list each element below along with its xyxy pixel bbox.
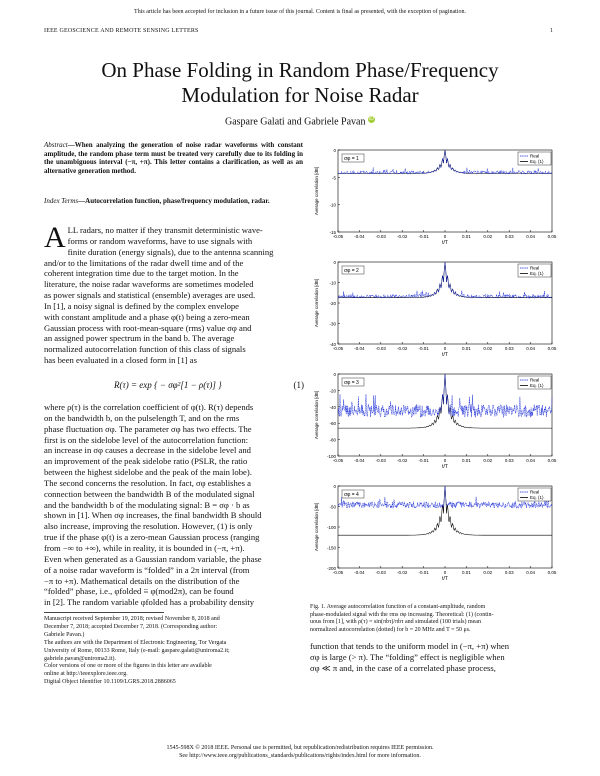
y-tick-label: 0 [333,484,336,489]
x-tick-label: 0.01 [462,570,471,575]
text-line: phase fluctuation σφ. The parameter σφ has two effects. The [44,423,252,434]
x-tick-label: -0.01 [418,346,429,351]
panel-label: σφ = 3 [344,380,359,386]
text-line: has been evaluated in a closed form in [1] as [44,355,197,366]
text-line: of a noise radar waveform is “folded” in a 2π interval (from [44,564,250,575]
intro-paragraph [44,221,304,366]
copyright-line: 1545-598X © 2018 IEEE. Personal use is permitted, but republication/redistribution requires IEEE permission. [166,745,434,751]
equation-number: (1) [293,380,304,390]
x-tick-label: 0.04 [526,234,535,239]
x-tick-label: -0.03 [375,570,386,575]
y-tick-label: 0 [333,372,336,377]
text-line: finite duration (energy signals), due to the antenna scanning [67,246,274,257]
x-tick-label: 0.03 [504,458,514,463]
x-tick-label: -0.04 [354,458,365,463]
y-tick-label: -100 [326,454,336,459]
x-tick-label: -0.05 [332,234,344,239]
legend-eq1-label: Eq. (1) [530,271,544,276]
x-tick-label: 0.04 [526,346,535,351]
right-column-text [310,641,560,674]
x-tick-label: -0.05 [332,346,344,351]
y-tick-label: -150 [326,545,336,551]
y-tick-label: -10 [329,280,336,286]
footnote-line: Color versions of one or more of the figures in this letter are available [44,663,212,670]
x-axis-label: t/T [442,352,448,358]
panel-label: σφ = 4 [344,492,359,498]
x-tick-label: 0.05 [547,234,557,239]
text-line: an assigned power spectrum in the band b. The average [44,333,235,344]
panel-label: σφ = 1 [344,156,359,162]
y-axis-label: Average correlation [dB] [314,166,319,216]
abstract: Abstract—When analyzing the generation of noise radar waveforms with constant amplitude, the random phase term must be treated very carefully due to its folding in the unambiguous interval (−π, +π). This letter contains a clarification, as well as an alternative generation method. [44,141,303,175]
index-terms-label: Index Terms [44,197,79,205]
main-paragraph [44,402,304,608]
text-line: as power signals and statistical (ensemble) averages are used. [44,290,256,301]
y-tick-label: -200 [326,566,336,571]
paper-title [40,58,560,108]
author-names: Gaspare Galati and Gabriele Pavan [225,116,366,128]
x-tick-label: -0.01 [418,458,429,463]
text-line: from −∞ to +∞), while in reality, it is bounded in (−π, +π). [44,542,245,553]
text-line: first is on the sidelobe level of the autocorrelation function: [44,434,249,445]
x-tick-label: -0.03 [375,346,386,351]
dropcap: A [44,221,66,254]
y-tick-label: -15 [329,230,336,235]
y-tick-label: -30 [329,321,336,327]
acceptance-notice: This article has been accepted for inclusion in a future issue of this journal. Content is final as presented, with the exception of pagination. [134,9,466,15]
text-line: in [2]. The random variable φfolded has a probability density [44,597,255,608]
x-tick-label: 0.02 [483,346,493,351]
text-line: an improvement of the peak sidelobe ratio (PSLR, the ratio [44,456,248,467]
y-tick-label: -10 [329,202,336,208]
text-line: also increase, improving the resolution. However, (1) is only [44,521,253,532]
text-line: The second concerns the resolution. In fact, σφ establishes a [44,477,251,488]
x-tick-label: 0.04 [526,458,535,463]
footnote-line: The authors are with the Department of Electronic Engineering, Tor Vergata [44,639,227,646]
x-tick-label: 0.05 [547,570,557,575]
text-line: on the bandwidth b, on the pulselength T, and on the rms [44,412,240,423]
y-tick-label: 0 [333,148,336,153]
y-tick-label: -40 [329,404,336,410]
x-tick-label: 0.04 [526,570,535,575]
x-tick-label: -0.03 [375,458,386,463]
x-tick-label: 0.03 [504,570,514,575]
x-tick-label: 0 [443,346,447,351]
index-terms: Index Terms—Autocorrelation function, phase/frequency modulation, radar. [44,197,270,205]
text-line: Even when generated as a Gaussian random variable, the phase [44,553,262,564]
x-tick-label: 0 [443,458,447,463]
x-tick-label: -0.02 [397,346,408,351]
footnote-line: December 7, 2018; accepted December 7, 2018. (Corresponding author: [44,623,218,630]
text-line: forms or random waveforms, have to use signals with [67,235,253,246]
x-tick-label: 0.05 [547,346,557,351]
page-number: 1 [550,28,553,34]
x-axis-label: t/T [442,464,448,470]
legend-eq1-label: Eq. (1) [530,495,544,500]
caption-line: Fig. 1. Average autocorrelation function of a constant-amplitude, random [310,604,486,610]
footnote-line: gabriele.pavan@uniroma2.it). [44,655,116,662]
x-tick-label: -0.04 [354,570,365,575]
text-line: true if the phase φ(t) is a zero-mean Gaussian process (ranging [44,532,260,543]
y-tick-label: -20 [329,301,336,306]
y-tick-label: -20 [329,388,336,394]
x-tick-label: -0.01 [418,570,429,575]
text-line: In [1], a noisy signal is defined by the complex envelope [44,300,239,311]
x-tick-label: -0.05 [332,458,344,463]
x-tick-label: -0.04 [354,346,365,351]
text-line: function that tends to the uniform model in (−π, +π) when [310,641,510,651]
text-line: Gaussian process with root-mean-square (rms) value σφ and [44,322,252,333]
x-tick-label: 0.02 [483,234,493,239]
figure-1-plots [308,140,558,590]
text-line: LL radars, no matter if they transmit deterministic wave- [67,225,263,235]
footnote-line: Gabriele Pavan.) [44,631,85,638]
x-tick-label: 0.01 [462,458,471,463]
equation-1 [44,380,304,394]
y-tick-label: -60 [329,421,336,427]
figure-caption [310,604,560,635]
text-line: between the highest sidelobe and the peak of the main lobe). [44,467,252,478]
caption-line: phase-modulated signal with the rms σφ increasing. Theoretical: (1) (contin- [310,611,494,618]
title-line-1: On Phase Folding in Random Phase/Frequency [101,58,499,82]
x-axis-label: t/T [442,240,448,246]
text-line: literature, the noise radar waveforms are sometimes modeled [44,279,254,290]
footnote-line: Digital Object Identifier 10.1109/LGRS.2018.2886065 [44,679,176,686]
x-tick-label: -0.02 [397,570,408,575]
y-tick-label: -40 [329,342,336,347]
text-line: shown in [1]. When σφ increases, the final bandwidth B should [44,510,262,521]
x-tick-label: 0.02 [483,458,493,463]
text-line: normalized autocorrelation function of this class of signals [44,344,246,355]
x-tick-label: 0.01 [462,234,471,239]
text-line: σφ is large (> π). The “folding” effect is negligible when [310,651,505,662]
text-line: coherent integration time due to the target motion. In the [44,268,239,279]
abstract-label: Abstract [44,141,68,149]
legend-eq1-label: Eq. (1) [530,159,544,164]
legend-real-label: Real [530,489,540,495]
panel-label: σφ = 2 [344,268,359,274]
x-tick-label: -0.03 [375,234,386,239]
legend-real-label: Real [530,153,540,159]
title-line-2: Modulation for Noise Radar [181,83,419,107]
x-tick-label: -0.01 [418,234,429,239]
y-tick-label: -50 [329,504,336,510]
footnote-line: online at http://ieeexplore.ieee.org. [44,671,128,678]
journal-name: IEEE GEOSCIENCE AND REMOTE SENSING LETTERS [44,28,199,34]
text-line: σφ ≪ π and, in the case of a correlated phase process, [310,662,496,673]
y-axis-label: Average correlation [dB] [314,278,319,328]
x-tick-label: 0.03 [504,234,514,239]
x-tick-label: -0.05 [332,570,344,575]
y-tick-label: -5 [331,175,336,181]
intro-lines [44,221,304,366]
text-line: connection between the bandwidth B of the modulated signal [44,488,255,499]
legend-eq1-label: Eq. (1) [530,383,544,388]
legend-real-label: Real [530,265,540,271]
text-line: and/or to the limitations of the radar dwell time and of the [44,257,244,268]
y-axis-label: Average correlation [dB] [314,502,319,552]
x-tick-label: 0.01 [462,346,471,351]
y-axis-label: Average correlation [dB] [314,390,319,440]
footnote-line: University of Rome, 00133 Rome, Italy (e-mail: gaspare.galati@uniroma2.it; [44,647,230,654]
x-tick-label: 0.02 [483,570,493,575]
figure-1 [308,140,558,590]
x-tick-label: 0 [443,234,447,239]
text-line: “folded” phase, i.e., φfolded ≡ φ(mod2π), can be found [44,586,234,597]
caption-line: uous from [1], with ρ(τ) = sin(πbτ)/πbτ and simulated (100 trials) mean [310,619,481,626]
y-tick-label: -80 [329,437,336,443]
x-tick-label: 0.05 [547,458,557,463]
equation-text: R(τ) = exp { − σφ²[1 − ρ(τ)] } [114,380,222,390]
y-tick-label: 0 [333,260,336,265]
footnotes [44,616,304,687]
text-line: −π to +π). Mathematical details on the distribution of the [44,575,240,586]
footnote-rule [44,612,164,613]
legend-real-label: Real [530,377,540,383]
text-line: and the bandwidth b of the modulating signal: B = σφ · b as [44,499,250,510]
authors [0,116,600,127]
x-tick-label: -0.02 [397,234,408,239]
abstract-text: When analyzing the generation of noise radar waveforms with constant amplitude, the random phase term must be treated very carefully due to its folding in the unambiguous interval (−π, +π). This letter contains a clarification, as well as an alternative generation method. [44,141,303,175]
text-line: where ρ(τ) is the correlation coefficient of φ(t). R(τ) depends [44,402,254,412]
rights-link[interactable]: See http://www.ieee.org/publications_standards/publications/rights/index.html for more information. [179,753,421,759]
text-line: with constant amplitude and a phase φ(t) being a zero-mean [44,311,250,322]
footnote-line: Manuscript received September 19, 2018; revised November 8, 2018 and [44,616,220,622]
caption-line: normalized autocorrelation (dotted) for b = 20 MHz and T = 50 μs. [310,627,471,634]
index-terms-text: Autocorrelation function, phase/frequency modulation, radar. [85,197,270,205]
x-tick-label: -0.04 [354,234,365,239]
x-axis-label: t/T [442,576,448,582]
text-line: an increase in σφ causes a decrease in the sidelobe level and [44,445,251,456]
x-tick-label: -0.02 [397,458,408,463]
x-tick-label: 0.03 [504,346,514,351]
x-tick-label: 0 [443,570,447,575]
y-tick-label: -100 [326,525,336,530]
orcid-icon[interactable]: iD [369,116,374,122]
